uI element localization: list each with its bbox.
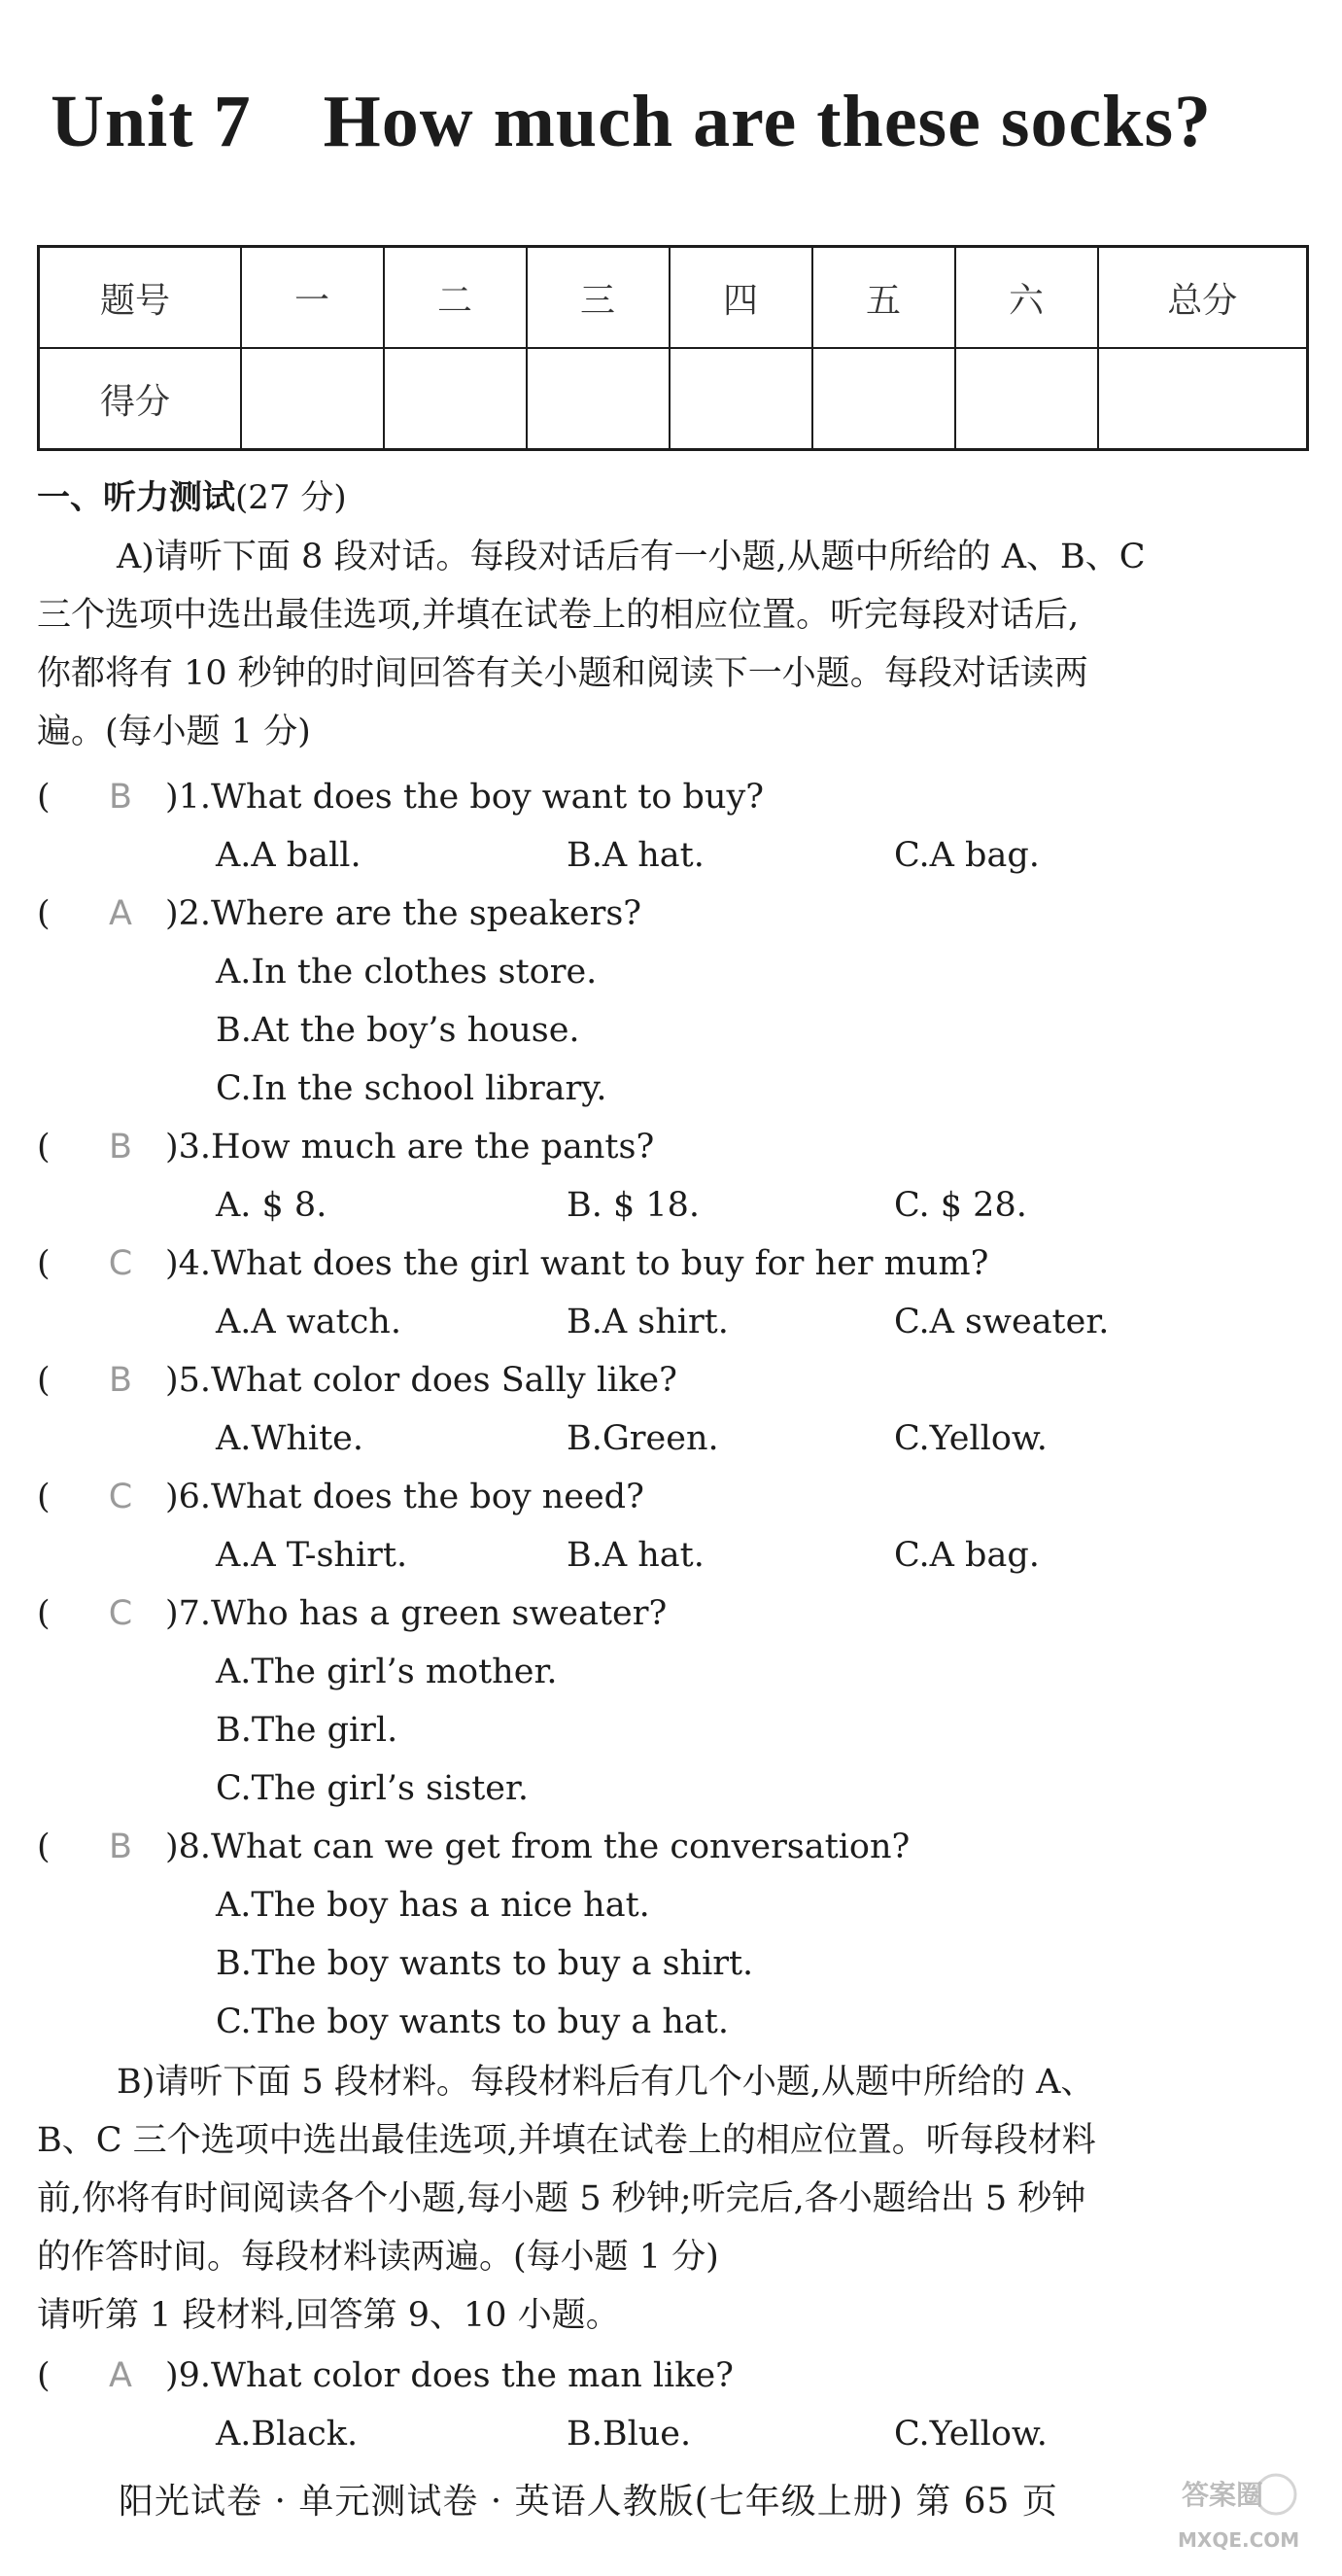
question-row: ( C )7.Who has a green sweater? [37,1584,1306,1643]
question-stem: )9.What color does the man like? [165,2356,734,2395]
score-header-cell: 四 [670,247,812,349]
option[interactable]: A.A ball. [216,836,361,875]
question-stem: )4.What does the girl want to buy for her mum? [165,1244,989,1283]
option[interactable]: A.White. [216,1419,364,1458]
answer-mark[interactable]: A [109,894,132,933]
options-row [37,1876,1306,1934]
partA-line: 三个选项中选出最佳选项,并填在试卷上的相应位置。听完每段对话后, [37,596,1080,635]
question-row: ( C )4.What does the girl want to buy for her mum? [37,1235,1306,1293]
watermark-text-top: 答案圈 [1182,2479,1264,2511]
option[interactable]: C.A bag. [894,1536,1040,1575]
partB-instruction: 请听第 1 段材料,回答第 9、10 小题。 [37,2296,620,2335]
question-stem: )3.How much are the pants? [165,1128,655,1166]
answer-mark[interactable]: C [108,1478,133,1516]
score-entry-cell[interactable] [384,348,527,450]
option[interactable]: B.The boy wants to buy a shirt. [216,1944,754,1983]
score-header-cell: 题号 [39,247,241,349]
options-row [37,826,1306,885]
score-entry-cell[interactable] [1098,348,1308,450]
option[interactable]: C.Yellow. [894,1419,1048,1458]
score-entry-cell[interactable] [670,348,812,450]
option[interactable]: C.The boy wants to buy a hat. [216,2002,729,2041]
option[interactable]: A.The boy has a nice hat. [216,1886,650,1925]
option[interactable]: A.The girl’s mother. [216,1653,558,1691]
options-row [37,1293,1306,1351]
options-row [37,1759,1306,1818]
option[interactable]: B.The girl. [216,1711,398,1750]
answer-mark[interactable]: B [108,1128,132,1166]
question-row: ( B )1.What does the boy want to buy? [37,768,1306,826]
answer-mark[interactable]: C [108,1594,133,1633]
watermark-icon [1174,2461,1300,2559]
section-heading [37,469,1306,527]
answer-mark[interactable]: A [109,2356,132,2395]
score-row-label: 得分 [39,348,241,450]
partA-line: A)请听下面 8 段对话。每段对话后有一小题,从题中所给的 A、B、C [117,538,1146,576]
options-row [37,1526,1306,1584]
score-entry-cell[interactable] [241,348,384,450]
score-entry-cell[interactable] [955,348,1098,450]
section-title: 一、听力测试 [37,478,235,517]
question-row: ( A )2.Where are the speakers? [37,885,1306,943]
score-entry-cell[interactable] [527,348,670,450]
question-row: ( B )8.What can we get from the conversation? [37,1818,1306,1876]
question-stem: )7.Who has a green sweater? [165,1594,668,1633]
watermark-logo [1174,2461,1300,2559]
section-points: (27 分) [235,478,347,517]
score-table [37,245,1309,451]
option[interactable]: C.Yellow. [894,2415,1048,2454]
question-row: ( B )3.How much are the pants? [37,1118,1306,1176]
options-row [37,1410,1306,1468]
option[interactable]: A.A watch. [216,1303,401,1341]
unit-question: How much are these socks? [323,81,1213,162]
options-row [37,1643,1306,1701]
score-header-cell: 二 [384,247,527,349]
answer-mark[interactable]: B [108,778,132,817]
option[interactable]: A.In the clothes store. [216,953,598,992]
option[interactable]: A.Black. [216,2415,359,2454]
question-stem: )2.Where are the speakers? [165,894,642,933]
option[interactable]: C.A bag. [894,836,1040,875]
watermark-text-bottom: MXQE.COM [1178,2528,1300,2552]
option[interactable]: C.The girl’s sister. [216,1769,530,1808]
option[interactable]: C.A sweater. [894,1303,1110,1341]
option[interactable]: B.Green. [567,1419,719,1458]
options-row [37,1060,1306,1118]
options-row [37,2405,1306,2463]
option[interactable]: B.A hat. [567,1536,705,1575]
page-footer: 阳光试卷 · 单元测试卷 · 英语人教版(七年级上册) 第 65 页 [119,2482,1058,2522]
question-stem: )6.What does the boy need? [165,1478,644,1516]
unit-title [51,80,1304,164]
partB-line: 前,你将有时间阅读各个小题,每小题 5 秒钟;听完后,各小题给出 5 秒钟 [37,2179,1086,2218]
question-stem: )5.What color does Sally like? [165,1361,677,1400]
score-header-cell: 总分 [1098,247,1308,349]
partB-line: B)请听下面 5 段材料。每段材料后有几个小题,从题中所给的 A、 [117,2063,1095,2102]
option[interactable]: C. $ 28. [894,1186,1027,1225]
option[interactable]: A. $ 8. [216,1186,327,1225]
options-row [37,1701,1306,1759]
answer-mark[interactable]: C [108,1244,133,1283]
score-header-cell: 一 [241,247,384,349]
answer-mark[interactable]: B [108,1828,132,1866]
option[interactable]: B.A shirt. [567,1303,729,1341]
score-header-cell: 五 [812,247,955,349]
option[interactable]: C.In the school library. [216,1069,607,1108]
question-row: ( C )6.What does the boy need? [37,1468,1306,1526]
unit-number: Unit 7 [51,81,252,162]
question-stem: )8.What can we get from the conversation? [165,1828,911,1866]
option[interactable]: B. $ 18. [567,1186,701,1225]
score-header-cell: 三 [527,247,670,349]
option[interactable]: A.A T-shirt. [216,1536,408,1575]
partA-line: 遍。(每小题 1 分) [37,713,311,751]
options-row [37,943,1306,1001]
question-stem: )1.What does the boy want to buy? [165,778,765,817]
partB-line: B、C 三个选项中选出最佳选项,并填在试卷上的相应位置。听每段材料 [37,2121,1096,2160]
question-row: ( A )9.What color does the man like? [37,2347,1306,2405]
answer-mark[interactable]: B [108,1361,132,1400]
options-row [37,1176,1306,1235]
score-entry-cell[interactable] [812,348,955,450]
options-row [37,1001,1306,1060]
option[interactable]: B.At the boy’s house. [216,1011,580,1050]
partB-line: 的作答时间。每段材料读两遍。(每小题 1 分) [37,2238,719,2277]
options-row [37,1934,1306,1993]
question-row: ( B )5.What color does Sally like? [37,1351,1306,1410]
partA-line: 你都将有 10 秒钟的时间回答有关小题和阅读下一小题。每段对话读两 [37,654,1088,693]
option[interactable]: B.A hat. [567,836,705,875]
score-header-cell: 六 [955,247,1098,349]
option[interactable]: B.Blue. [567,2415,692,2454]
options-row [37,1993,1306,2051]
